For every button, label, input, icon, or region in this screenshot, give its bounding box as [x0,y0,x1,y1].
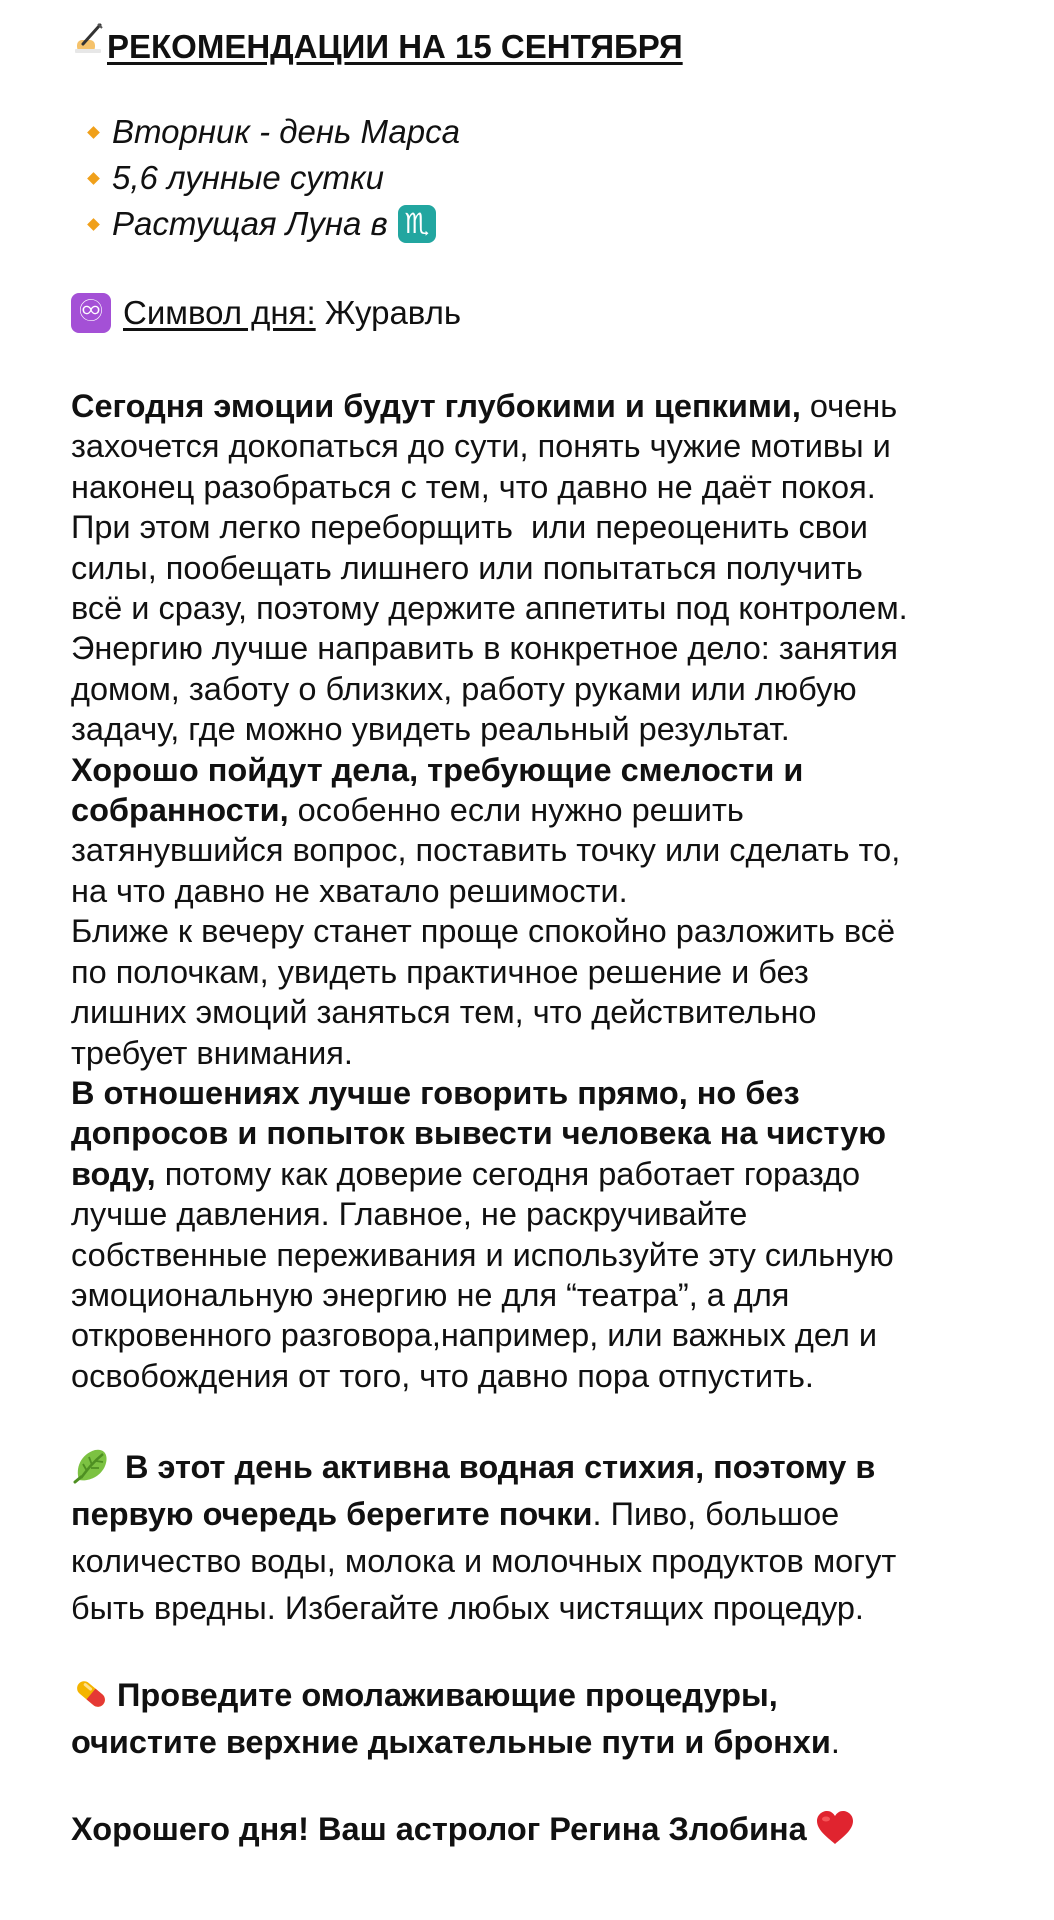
bold-text: В отношениях лучше говорить прямо, но без [71,1074,800,1111]
plain-text: затянувшийся вопрос, поставить точку или сделать то, [71,832,901,869]
text-line [71,426,986,466]
text-line [71,628,986,668]
plain-text: . Пиво, большое [592,1496,840,1533]
text-line [71,1585,986,1632]
text-line [71,1113,986,1153]
text-line [71,588,986,628]
title-text: РЕКОМЕНДАЦИИ НА 15 СЕНТЯБРЯ [107,27,683,65]
signature [71,1806,986,1853]
plain-text: силы, пообещать лишнего или попытаться получить [71,549,863,586]
plain-text: Ближе к вечеру станет проще спокойно разложить всё [71,913,896,950]
page-title [71,22,986,71]
text-line [71,1356,986,1396]
bold-text: Сегодня эмоции будут глубокими и цепкими, [71,388,801,424]
text-line [71,750,986,790]
text-line [71,830,986,870]
plain-text: требует внимания. [71,1034,353,1071]
plain-text: освобождения от того, что давно пора отпустить. [71,1357,814,1394]
text-line [71,386,986,426]
main-text [71,386,986,1396]
bold-text: Хорошо пойдут дела, требующие смелости и [71,751,804,788]
text-line [71,709,986,749]
bold-text: собранности, [71,792,289,829]
text-line [71,1194,986,1234]
plain-text: Энергию лучше направить в конкретное дело: занятия [71,630,899,667]
plain-text: по полочкам, увидеть практичное решение и без [71,953,809,990]
text-line [71,1235,986,1275]
list-item [83,155,986,201]
writing-hand-icon [71,22,105,71]
text-line [71,1275,986,1315]
plain-text: домом, заботу о близких, работу руками или любую [71,670,857,707]
symbol-value: Журавль [315,294,462,331]
plain-text: лишних эмоций заняться тем, что действительно [71,994,817,1031]
plain-text: потому как доверие сегодня работает гораздо [155,1155,861,1192]
orange-diamond-icon [87,172,100,185]
plain-text: количество воды, молока и молочных продуктов могут [71,1543,897,1580]
pill-icon [71,1674,111,1714]
symbol-label: Символ дня: [123,294,316,331]
plain-text: всё и сразу, поэтому держите аппетиты под контролем. [71,590,908,627]
text-line [71,1672,986,1719]
bold-text: допросов и попыток вывести человека на чистую [71,1115,886,1152]
facts-list [71,109,986,247]
text-line [71,507,986,547]
fact-lunar-day: 5,6 лунные сутки [112,159,384,196]
procedures-advice [71,1672,986,1766]
plain-text: откровенного разговора,например, или важных дел и [71,1317,877,1354]
plain-text: лучше давления. Главное, не раскручивайте [71,1196,748,1233]
text-line [71,467,986,507]
bold-text: воду, [71,1155,156,1192]
text-line [71,1073,986,1113]
signature-text: Хорошего дня! Ваш астролог Регина Злобина [71,1811,807,1848]
text-line [71,1154,986,1194]
plain-text: быть вредны. Избегайте любых чистящих процедур. [71,1590,864,1627]
text-line [71,1315,986,1355]
bold-text: очистите верхние дыхательные пути и бронхи [71,1724,831,1761]
text-line [71,871,986,911]
text-line [71,1491,986,1538]
symbol-of-day [71,291,986,335]
text-line [71,1538,986,1585]
text-line [71,1444,986,1491]
plain-text: При этом легко переборщить или переоценить свои [71,509,868,546]
text-line [71,911,986,951]
recommendation-post [71,22,986,1853]
text-line [71,669,986,709]
text-line [71,992,986,1032]
leafy-green-icon [71,1446,111,1486]
bold-text: В этот день активна водная стихия, поэтому в [125,1449,876,1486]
health-advice [71,1444,986,1632]
text-line [71,790,986,830]
plain-text: собственные переживания и используйте эту сильную [71,1236,894,1273]
bold-text: первую очередь берегите почки [71,1496,593,1533]
list-item [83,109,986,155]
text-line [71,1033,986,1073]
bold-text: Проведите омолаживающие процедуры, [117,1677,778,1714]
fact-moon-sign: Растущая Луна в [112,205,388,242]
text-line [71,952,986,992]
plain-text: особенно если нужно решить [288,792,744,829]
plain-text: захочется докопаться до сути, понять чужие мотивы и [71,428,891,465]
orange-diamond-icon [87,218,100,231]
plain-text: . [830,1724,840,1761]
text-line [71,548,986,588]
list-item [83,201,986,247]
plain-text: наконец разобраться с тем, что давно не даёт покоя. [71,468,876,505]
plain-text: очень [800,388,898,424]
text-line [71,1719,986,1766]
plain-text: задачу, где можно увидеть реальный результат. [71,711,790,748]
infinity-icon: ♾ [71,293,111,333]
red-heart-icon [815,1810,855,1846]
scorpio-icon: ♏ [398,205,436,243]
plain-text: эмоциональную энергию не для “театра”, а для [71,1276,790,1313]
signature-line [71,1806,986,1853]
fact-weekday: Вторник - день Марса [112,113,460,150]
plain-text: на что давно не хватало решимости. [71,872,628,909]
orange-diamond-icon [87,126,100,139]
